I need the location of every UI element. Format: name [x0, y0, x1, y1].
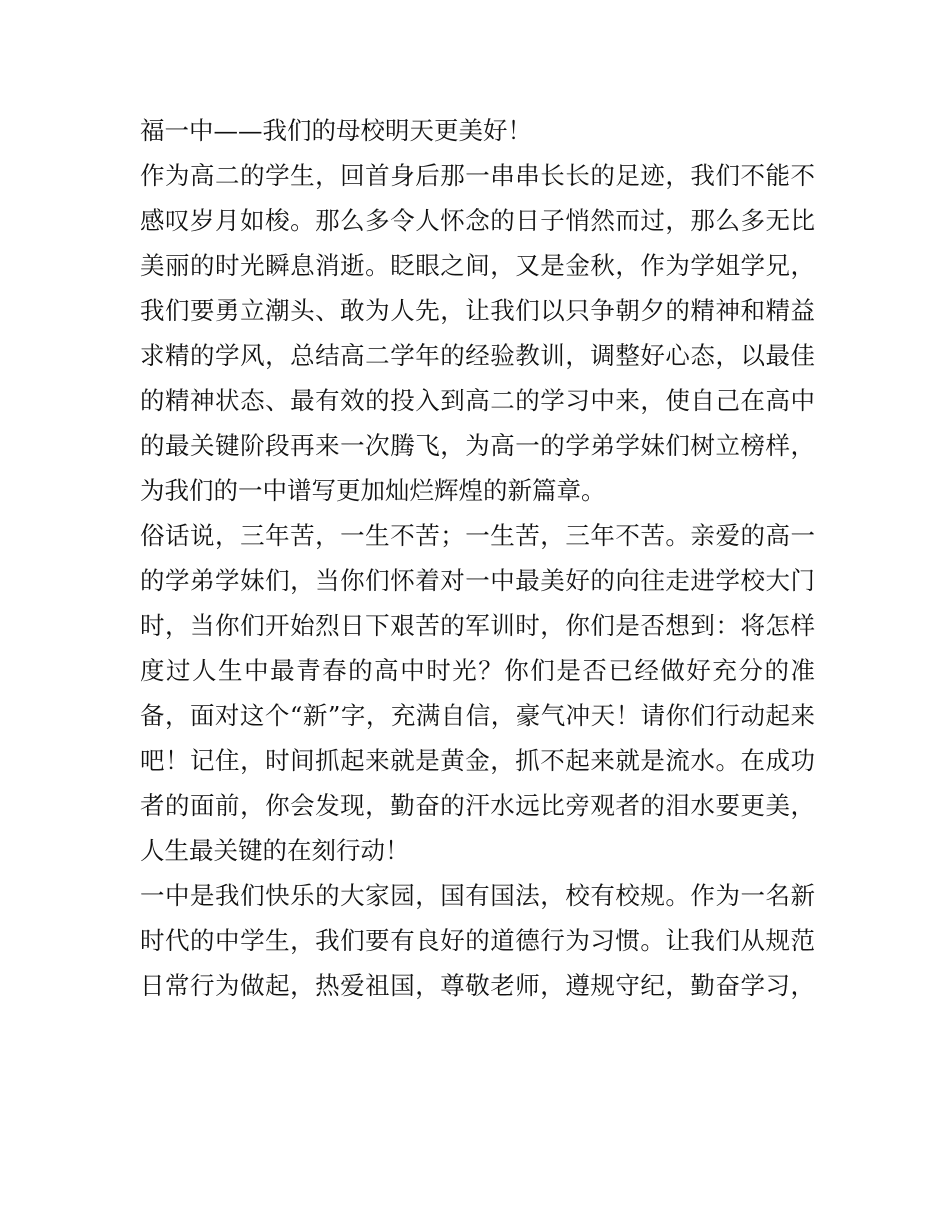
paragraph-line: 感叹岁月如梭。那么多令人怀念的日子悄然而过，那么多无比: [140, 206, 815, 235]
paragraph-line: 作为高二的学生，回首身后那一串串长长的足迹，我们不能不: [140, 161, 815, 190]
paragraph-line: 为我们的一中谱写更加灿烂辉煌的新篇章。: [140, 476, 606, 505]
paragraph-line: 的学弟学妹们，当你们怀着对一中最美好的向往走进学校大门: [140, 566, 815, 595]
paragraph-1: [140, 153, 815, 513]
paragraph-line: 时，当你们开始烈日下艰苦的军训时，你们是否想到：将怎样: [140, 611, 815, 640]
paragraph-line: 的最关键阶段再来一次腾飞，为高一的学弟学妹们树立榜样，: [140, 431, 815, 460]
paragraph-line: 美丽的时光瞬息消逝。眨眼之间，又是金秋，作为学姐学兄，: [140, 251, 815, 280]
paragraph-line: 时代的中学生，我们要有良好的道德行为习惯。让我们从规范: [140, 926, 815, 955]
document-body: [140, 108, 815, 1008]
paragraph-line: 俗话说，三年苦，一生不苦；一生苦，三年不苦。亲爱的高一: [140, 521, 815, 550]
paragraph-line: 度过人生中最青春的高中时光？你们是否已经做好充分的准: [140, 656, 815, 685]
paragraph-line: 我们要勇立潮头、敢为人先，让我们以只争朝夕的精神和精益: [140, 296, 815, 325]
paragraph-2: [140, 513, 815, 873]
paragraph-line: 日常行为做起，热爱祖国，尊敬老师，遵规守纪，勤奋学习，: [140, 971, 815, 1000]
paragraph-line: 吧！记住，时间抓起来就是黄金，抓不起来就是流水。在成功: [140, 746, 815, 775]
paragraph-line: 备，面对这个“新”字，充满自信，豪气冲天！请你们行动起来: [140, 701, 815, 730]
document-title: 福一中——我们的母校明天更美好！: [140, 116, 532, 145]
paragraph-line: 的精神状态、最有效的投入到高二的学习中来，使自己在高中: [140, 386, 815, 415]
paragraph-line: 一中是我们快乐的大家园，国有国法，校有校规。作为一名新: [140, 881, 815, 910]
paragraph-3: [140, 873, 815, 1008]
paragraph-line: 求精的学风，总结高二学年的经验教训，调整好心态，以最佳: [140, 341, 815, 370]
paragraph-line: 人生最关键的在刻行动！: [140, 836, 410, 865]
paragraph-line: 者的面前，你会发现，勤奋的汗水远比旁观者的泪水要更美，: [140, 791, 815, 820]
